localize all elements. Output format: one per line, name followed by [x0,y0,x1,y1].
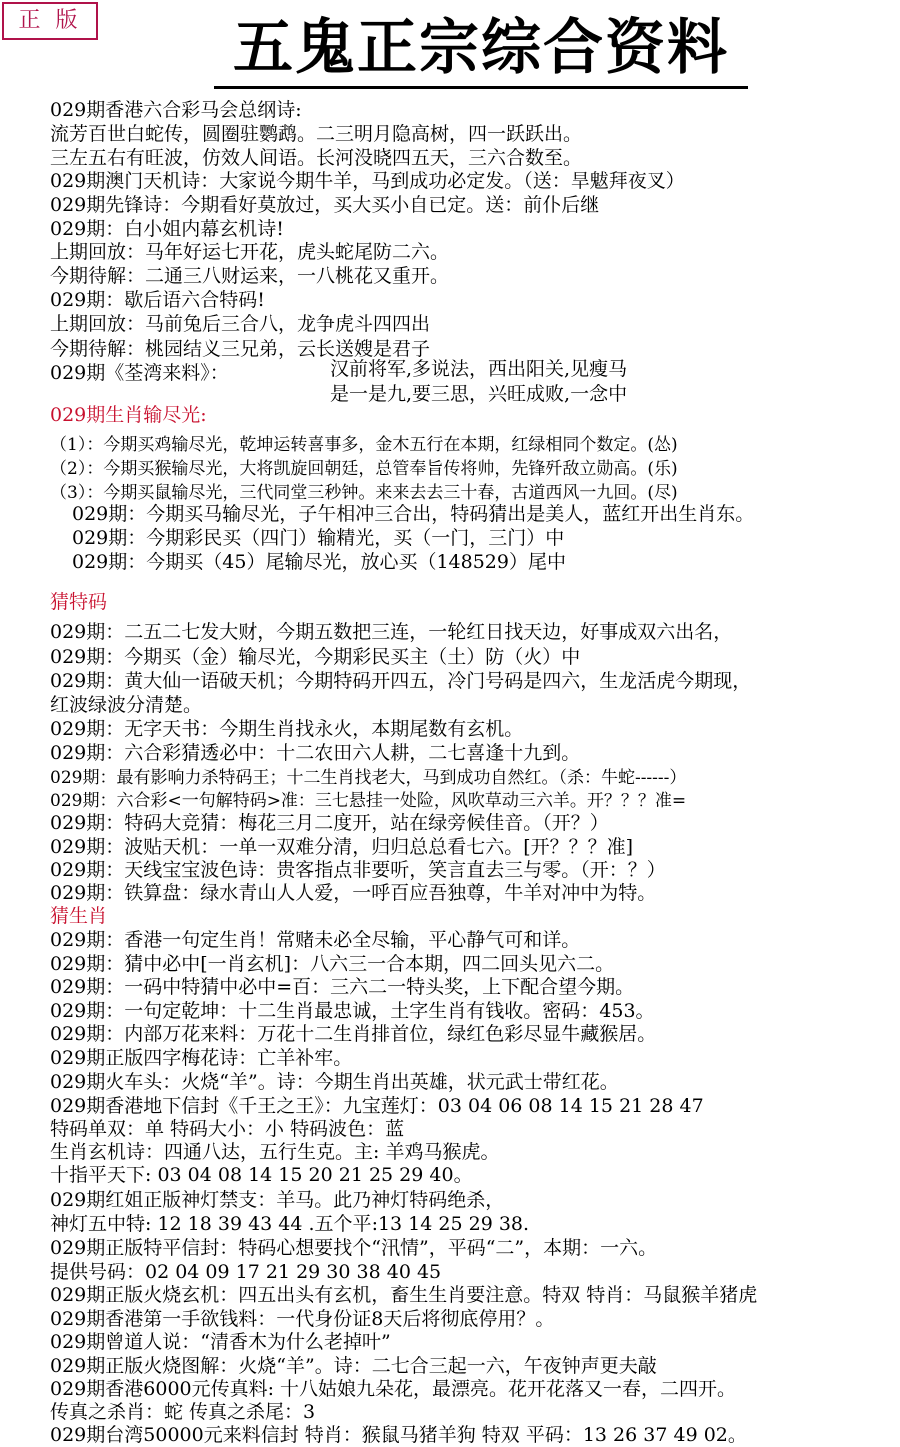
text-line: 029期：铁算盘：绿水青山人人爱，一呼百应吾独尊，牛羊对冲中为特。 [50,882,657,904]
text-line: 029期香港第一手欲钱料：一代身份证8天后将彻底停用？。 [50,1308,555,1330]
text-line: 是一是九,要三思，兴旺成败,一念中 [330,383,628,405]
text-line: 029期：一码中特猜中必中=百：三六二一特头奖，上下配合望今期。 [50,976,635,998]
text-line: 汉前将军,多说法，西出阳关,见瘦马 [330,358,628,380]
text-line: 今期待解：桃园结义三兄弟，云长送嫂是君子 [50,338,431,360]
text-line: 特码单双：单 特码大小：小 特码波色：蓝 [50,1118,405,1140]
text-line: 029期：今期买（45）尾输尽光，放心买（148529）尾中 [72,551,566,573]
text-line: （1）：今期买鸡输尽光，乾坤运转喜事多，金木五行在本期，红绿相同个数定。(怂) [50,435,678,455]
text-line: （3）：今期买鼠输尽光，三代同堂三秒钟。来来去去三十春，古道西风一九回。(尽) [50,483,678,503]
text-line: 029期：天线宝宝波色诗：贵客指点非要听，笑言直去三与零。（开：？） [50,859,666,881]
text-line: 029期：猜中必中[一肖玄机]：八六三一合本期，四二回头见六二。 [50,953,615,975]
text-line: 029期澳门天机诗：大家说今期牛羊，马到成功必定发。（送：旱魃拜夜叉） [50,170,685,192]
text-line: 029期正版火烧玄机：四五出头有玄机，畜生生肖要注意。特双 特肖：马鼠猴羊猪虎 [50,1284,758,1306]
text-line: 流芳百世白蛇传，圆圈驻鹦鹉。二三明月隐高树，四一跃跃出。 [50,123,583,145]
edition-badge: 正 版 [2,2,98,40]
text-line: 029期：歇后语六合特码! [50,289,265,311]
text-line: 029期台湾50000元来料信封 特肖：猴鼠马猪羊狗 特双 平码：13 26 37 49 02。 [50,1424,747,1446]
text-line: 029期：今期买马输尽光，子午相冲三合出，特码猜出是美人，蓝红开出生肖东。 [72,503,755,525]
section-heading: 猜特码 [50,591,108,613]
text-line: 029期：一句定乾坤：十二生肖最忠诚，土字生肖有钱收。密码：453。 [50,1000,655,1022]
text-line: 029期：二五二七发大财，今期五数把三连，一轮红日找天边，好事成双六出名， [50,621,733,643]
text-line: 029期红姐正版神灯禁支：羊马。此乃神灯特码绝杀， [50,1189,505,1211]
text-line: 029期：内部万花来料：万花十二生肖排首位，绿红色彩尽显牛藏猴居。 [50,1023,657,1045]
text-line: 红波绿波分清楚。 [50,694,203,716]
text-line: 029期正版特平信封：特码心想要找个“汛情”，平码“二”，本期：一六。 [50,1237,658,1259]
text-line: 029期：香港一句定生肖！常赌未必全尽输，平心静气可和详。 [50,929,581,951]
text-line: 三左五右有旺波，仿效人间语。长河没晓四五天，三六合数至。 [50,147,583,169]
text-line: 生肖玄机诗：四通八达，五行生克。主: 羊鸡马猴虎。 [50,1141,500,1163]
text-line: 029期：最有影响力杀特码王；十二生肖找老大，马到成功自然红。（杀：牛蛇------） [50,768,687,788]
text-line: 029期：今期彩民买（四门）输精光，买（一门，三门）中 [72,527,565,549]
text-line: （2）：今期买猴输尽光，大将凯旋回朝廷，总管奉旨传将帅，先锋歼敌立勋高。(乐) [50,459,678,479]
text-line: 029期：黄大仙一语破天机；今期特码开四五，冷门号码是四六，生龙活虎今期现， [50,670,752,692]
text-line: 029期香港6000元传真料: 十八姑娘九朵花，最漂亮。花开花落又一春，二四开。 [50,1378,737,1400]
text-line: 029期：六合彩猜透必中：十二农田六人耕，二七喜逢十九到。 [50,742,581,764]
text-line: 029期香港地下信封《千王之王》：九宝莲灯：03 04 06 08 14 15 21 28 47 [50,1095,704,1117]
text-line: 上期回放：马前兔后三合八，龙争虎斗四四出 [50,313,431,335]
poem-heading: 029期香港六合彩马会总纲诗: [50,99,302,121]
text-line: 029期：特码大竞猜：梅花三月二度开，站在绿旁候佳音。（开？） [50,812,609,834]
text-line: 029期正版火烧图解：火烧“羊”。诗：二七合三起一六，午夜钟声更夫敲 [50,1355,657,1377]
text-line: 上期回放：马年好运七开花，虎头蛇尾防二六。 [50,241,450,263]
section-heading: 猜生肖 [50,905,108,927]
page-title: 五鬼正宗综合资料 [214,12,748,89]
text-line: 029期先锋诗：今期看好莫放过，买大买小自已定。送：前仆后继 [50,194,600,216]
text-line: 十指平天下: 03 04 08 14 15 20 21 25 29 40。 [50,1164,473,1186]
section-heading: 029期生肖输尽光: [50,404,207,426]
text-line: 029期：今期买（金）输尽光，今期彩民买主（土）防（火）中 [50,646,581,668]
text-line: 神灯五中特: 12 18 39 43 44 .五个平:13 14 25 29 38. [50,1213,530,1235]
text-line: 029期：无字天书：今期生肖找永火，本期尾数有玄机。 [50,718,524,740]
text-line: 提供号码：02 04 09 17 21 29 30 38 40 45 [50,1261,442,1283]
text-line: 传真之杀肖：蛇 传真之杀尾：3 [50,1401,316,1423]
text-line: 029期：白小姐内幕玄机诗! [50,218,284,240]
text-line: 029期《荃湾来料》： [50,362,229,384]
text-line: 029期：波贴天机：一单一双难分清，归归总总看七六。[开？？？准] [50,836,634,858]
text-line: 029期曾道人说：“清香木为什么老掉叶” [50,1331,391,1353]
text-line: 029期正版四字梅花诗：亡羊补牢。 [50,1047,353,1069]
text-line: 029期火车头：火烧“羊”。诗：今期生肖出英雄，状元武士带红花。 [50,1071,619,1093]
text-line: 今期待解：二通三八财运来，一八桃花又重开。 [50,265,450,287]
text-line: 029期：六合彩<一句解特码>准：三七悬挂一处险，风吹草动三六羊。开？？？准= [50,791,687,811]
